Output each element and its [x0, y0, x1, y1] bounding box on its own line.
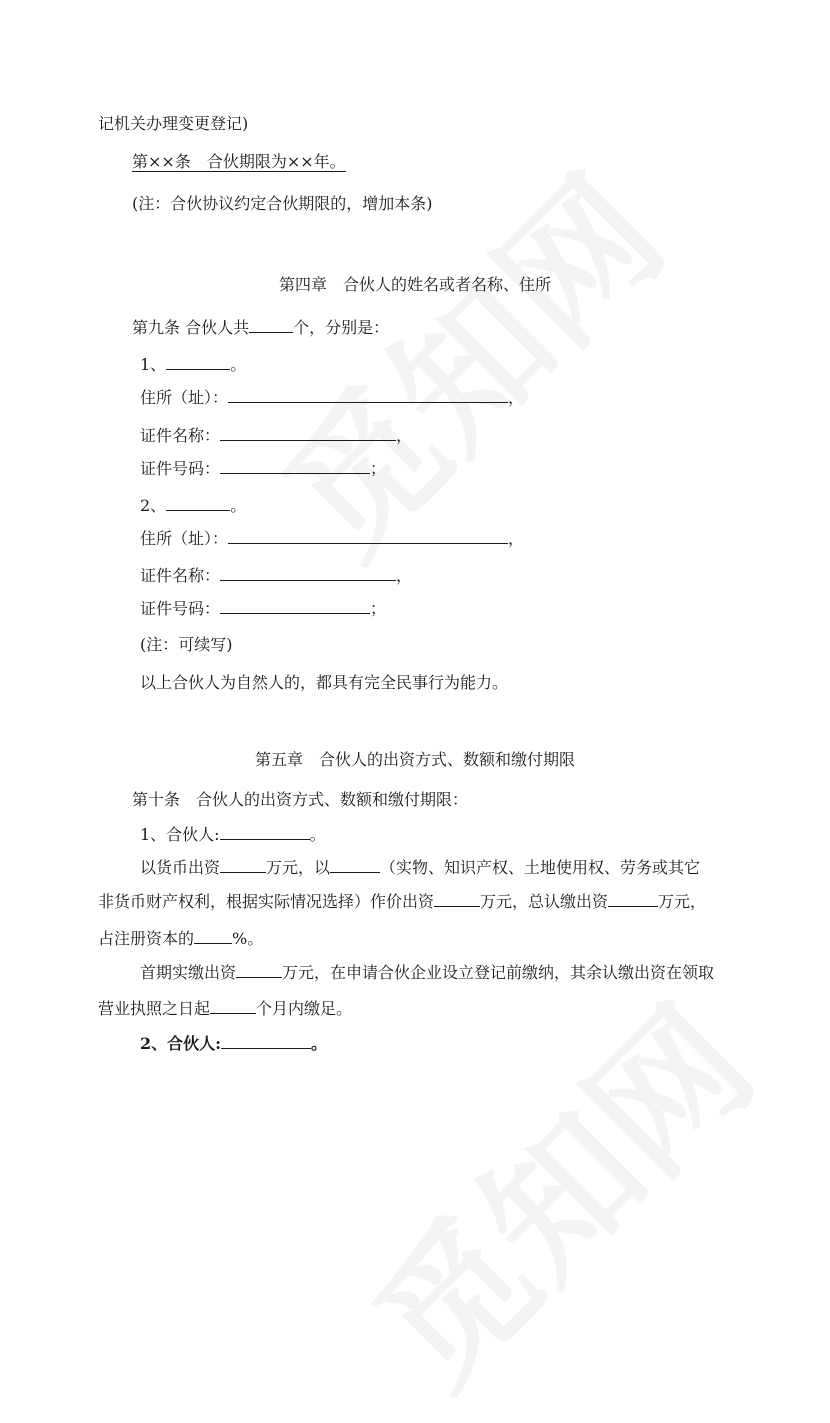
first-payment-line-2 — [98, 997, 352, 1020]
first-payment-blank — [236, 961, 282, 978]
contribution-partner-2-label: 2、合伙人: — [140, 1034, 222, 1053]
partner-2-number — [140, 494, 246, 517]
note-continue: (注：可续写) — [140, 635, 233, 654]
cash-amount-blank — [220, 856, 266, 873]
money-g: 占注册资本的 — [98, 929, 195, 948]
partner-2-address-comma: ， — [508, 529, 525, 548]
article-9 — [132, 316, 389, 339]
partner-2-name-blank — [166, 494, 230, 511]
partner-1-cert-no-blank — [220, 457, 370, 474]
first-payment-line-1 — [140, 961, 714, 984]
partner-1-cert-name-label: 证件名称： — [140, 426, 221, 445]
money-f: 万元， — [658, 892, 707, 911]
article-9-pre: 第九条 合伙人共 — [132, 318, 250, 337]
money-a: 以货币出资 — [140, 858, 221, 877]
money-b: 万元，以 — [266, 858, 331, 877]
partner-count-blank — [249, 316, 293, 333]
paragraph-continuation: 记机关办理变更登记) — [98, 114, 249, 133]
contribution-partner-1-blank — [220, 823, 310, 840]
total-amount-blank — [608, 890, 658, 907]
money-line-2 — [98, 890, 706, 913]
partner-1-cert-no-label: 证件号码： — [140, 459, 221, 478]
money-line-1 — [140, 856, 700, 879]
partner-2-cert-no-semicolon: ； — [370, 599, 387, 618]
contribution-partner-2-end: 。 — [311, 1034, 328, 1053]
percent-blank — [194, 927, 232, 944]
article-term-text: 第××条 合伙期限为××年。 — [132, 152, 346, 171]
chapter-4-title: 第四章 合伙人的姓名或者名称、住所 — [278, 275, 551, 294]
money-line-3 — [98, 927, 263, 950]
partner-2-cert-no-blank — [220, 597, 370, 614]
partner-2-index: 2、 — [140, 496, 167, 515]
asset-type-blank — [330, 856, 380, 873]
partner-1-address-comma: ， — [508, 388, 525, 407]
partner-1-cert-no — [140, 457, 386, 480]
partner-1-number — [140, 353, 246, 376]
partner-2-cert-name-label: 证件名称： — [140, 566, 221, 585]
money-c: （实物、知识产权、土地使用权、劳务或其它 — [380, 858, 701, 877]
contribution-partner-2-blank — [221, 1032, 311, 1049]
partner-1-address — [140, 386, 524, 409]
article-9-post: 个，分别是： — [293, 318, 390, 337]
contribution-partner-1-label: 1、合伙人: — [140, 825, 220, 844]
partner-2-address-label: 住所（址）： — [140, 529, 229, 548]
chapter-5-title: 第五章 合伙人的出资方式、数额和缴付期限 — [254, 750, 575, 769]
partner-2-end: 。 — [230, 496, 247, 515]
note-term: (注：合伙协议约定合伙期限的，增加本条) — [132, 194, 433, 213]
article-10: 第十条 合伙人的出资方式、数额和缴付期限： — [132, 790, 469, 809]
partner-1-index: 1、 — [140, 355, 167, 374]
money-h: %。 — [232, 929, 264, 948]
contribution-partner-2 — [140, 1032, 327, 1055]
first-c: 营业执照之日起 — [98, 999, 211, 1018]
first-d: 个月内缴足。 — [256, 999, 353, 1018]
partner-1-cert-no-semicolon: ； — [370, 459, 387, 478]
contribution-partner-1-end: 。 — [309, 825, 326, 844]
capacity-statement: 以上合伙人为自然人的，都具有完全民事行为能力。 — [140, 673, 509, 692]
asset-amount-blank — [434, 890, 480, 907]
partner-2-cert-name-comma: ， — [396, 566, 413, 585]
partner-2-cert-name — [140, 564, 412, 587]
partner-1-address-blank — [228, 386, 508, 403]
partner-2-cert-name-blank — [220, 564, 396, 581]
partner-1-cert-name-blank — [220, 424, 396, 441]
article-term — [132, 151, 346, 173]
first-b: 万元，在申请合伙企业设立登记前缴纳，其余认缴出资在领取 — [282, 963, 715, 982]
partner-1-cert-name-comma: ， — [396, 426, 413, 445]
first-a: 首期实缴出资 — [140, 963, 237, 982]
partner-1-address-label: 住所（址）： — [140, 388, 229, 407]
contribution-partner-1 — [140, 823, 326, 846]
partner-2-cert-no — [140, 597, 386, 620]
months-blank — [210, 997, 256, 1014]
partner-2-cert-no-label: 证件号码： — [140, 599, 221, 618]
money-d: 非货币财产权利，根据实际情况选择）作价出资 — [98, 892, 435, 911]
partner-1-name-blank — [166, 353, 230, 370]
partner-2-address — [140, 527, 524, 550]
partner-1-end: 。 — [230, 355, 247, 374]
partner-2-address-blank — [228, 527, 508, 544]
partner-1-cert-name — [140, 424, 412, 447]
watermark-bottom — [320, 953, 791, 1423]
money-e: 万元，总认缴出资 — [480, 892, 609, 911]
